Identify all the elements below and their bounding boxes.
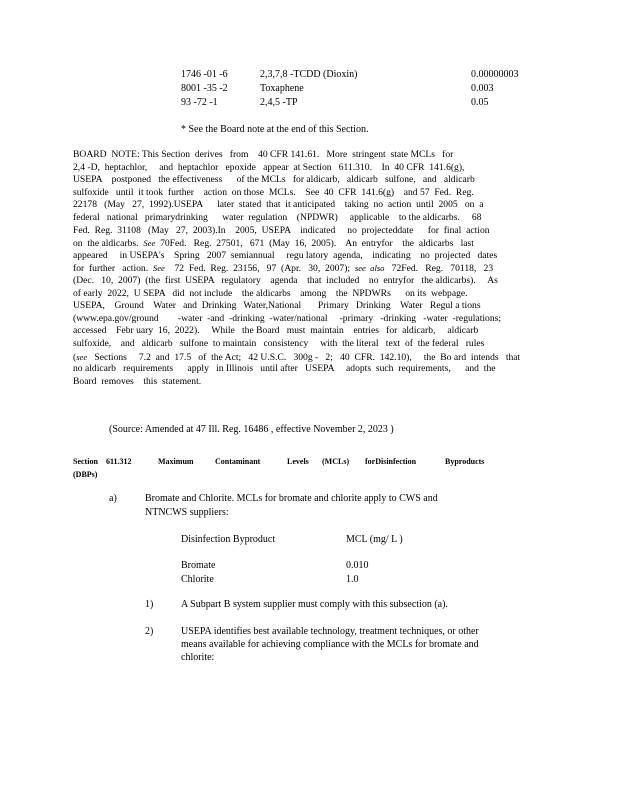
board-note-line: (Dec. 10, 2007) (the first USEPA regulatory agenda that included no entryfor the aldicarbs). As — [73, 275, 498, 286]
table-cas: 1746 -01 -6 — [181, 69, 228, 80]
board-note-line: sulfoxide until it took further action on those MCLs. See 40 CFR 141.6(g) and 57 Fed. Reg. — [73, 186, 474, 198]
footnote: * See the Board note at the end of this Section. — [181, 124, 369, 135]
table-mcl: 0.00000003 — [471, 69, 519, 80]
dbp-mcl: 0.010 — [346, 560, 369, 571]
board-note-line: no aldicarb requirements apply in Illinois until after USEPA adopts such requirements, and the — [73, 363, 496, 375]
table-contaminant: 2,4,5 -TP — [260, 97, 298, 108]
source-note: (Source: Amended at 47 Ill. Reg. 16486 , effective November 2, 2023 ) — [109, 424, 394, 435]
board-note-line: (www.epa.gov/ground -water -and -drinking -water/national -primary -drinking -water -regulations; — [73, 312, 502, 324]
item-text: USEPA identifies best available technology, treatment techniques, or other — [181, 626, 479, 637]
board-note-line: Fed. Reg. 31108 (May 27, 2003).In 2005, USEPA indicated no projecteddate for final action — [73, 224, 490, 236]
board-note-line: (see Sections 7.2 and 17.5 of the Act; 42 U.S.C. 300g - 2; 40 CFR. 142.10), the Bo ard intends that — [73, 351, 521, 363]
section-label: Section — [73, 457, 98, 466]
dbp-mcl: 1.0 — [346, 574, 359, 585]
board-note-line: BOARD NOTE: This Section derives from 40 CFR 141.61. More stringent state MCLs for — [73, 149, 454, 160]
heading-word: forDisinfection — [365, 457, 417, 466]
heading-word: Maximum — [158, 457, 194, 466]
board-note-line: of early 2022, U SEPA did not include the aldicarbs among the NPDWRs on its webpage. — [73, 287, 468, 299]
heading-word: Levels — [287, 457, 309, 466]
dbp-table-header: MCL (mg/ L ) — [346, 534, 403, 545]
board-note-line: USEPA postponed the effectiveness of the MCLs for aldicarb, aldicarb sulfone, and aldicarb — [73, 174, 475, 186]
board-note-line: appeared in USEPA's Spring 2007 semiannual regu latory agenda, indicating no projected dates — [73, 249, 498, 261]
heading-word: Byproducts — [445, 457, 485, 466]
board-note-line: 22178 (May 27, 1992).USEPA later stated that it anticipated taking no action until 2005 on a — [73, 199, 484, 211]
heading-word: (MCLs) — [322, 457, 350, 466]
item-text: chlorite: — [181, 652, 215, 663]
table-contaminant: Toxaphene — [260, 83, 304, 94]
board-note-line: on the aldicarbs. See 70Fed. Reg. 27501, 671 (May 16, 2005). An entryfor the aldicarbs last — [73, 238, 474, 250]
board-note-line: for further action. See 72 Fed. Reg. 23156, 97 (Apr. 30, 2007); see also 72Fed. Reg. 70118, 23 — [73, 263, 494, 275]
dbp-name: Chlorite — [181, 574, 214, 585]
board-note-line: 2,4 -D, heptachlor, and heptachlor epoxide appear at Section 611.310. In 40 CFR 141.6(g), — [73, 161, 465, 173]
board-note-line: Board removes this statement. — [73, 375, 202, 387]
item-marker: 1) — [145, 599, 154, 610]
dbp-table-header: Disinfection Byproduct — [181, 534, 276, 545]
subsection-marker: a) — [109, 493, 117, 504]
subsection-text: NTNCWS suppliers: — [145, 507, 229, 518]
table-mcl: 0.003 — [471, 83, 494, 94]
table-cas: 93 -72 -1 — [181, 97, 218, 108]
heading-word: Contaminant — [215, 457, 261, 466]
board-note-line: sulfoxide, and aldicarb sulfone to maintain consistency with the literal text of the federal rules — [73, 338, 485, 349]
board-note-line: accessed Febr uary 16, 2022). While the Board must maintain entries for aldicarb, aldicarb — [73, 325, 479, 337]
table-contaminant: 2,3,7,8 -TCDD (Dioxin) — [260, 69, 358, 80]
section-number: 611.312 — [106, 457, 132, 466]
item-text: means available for achieving compliance with the MCLs for bromate and — [181, 639, 479, 650]
board-note-line: USEPA, Ground Water and Drinking Water,National Primary Drinking Water Regul a tions — [73, 300, 481, 312]
heading-word: (DBPs) — [73, 470, 98, 479]
table-cas: 8001 -35 -2 — [181, 83, 228, 94]
item-text: A Subpart B system supplier must comply with this subsection (a). — [181, 599, 448, 610]
dbp-name: Bromate — [181, 560, 216, 571]
board-note-line: federal national primarydrinking water regulation (NPDWR) applicable to the aldicarbs. 68 — [73, 212, 482, 223]
item-marker: 2) — [145, 626, 154, 637]
subsection-text: Bromate and Chlorite. MCLs for bromate and chlorite apply to CWS and — [145, 493, 438, 504]
table-mcl: 0.05 — [471, 97, 489, 108]
